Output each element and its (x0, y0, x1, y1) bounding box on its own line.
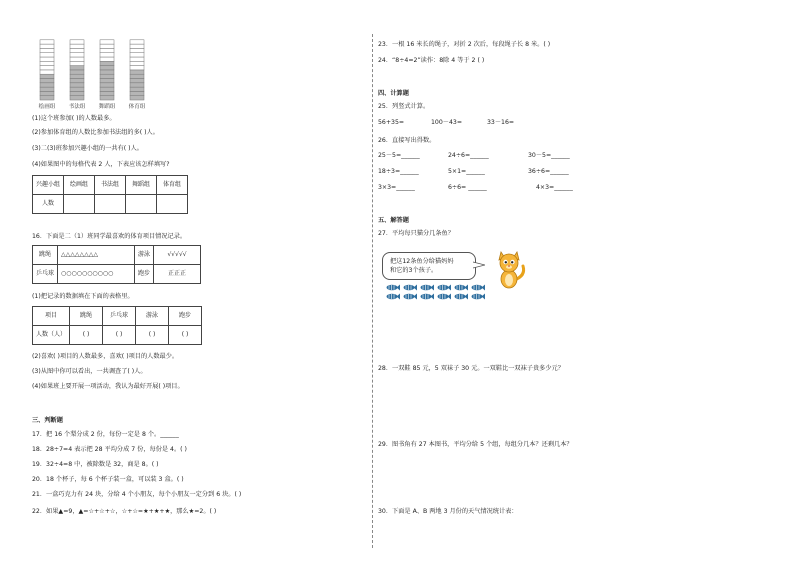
bar-filled-cell (100, 74, 114, 78)
q19: 19．32÷4=8 中，被除数是 32，商是 8。( ) (32, 461, 159, 468)
table-header-cell: 兴趣小组 (33, 176, 64, 195)
bar-empty-cell (130, 44, 144, 48)
bar-empty-cell (100, 53, 114, 57)
record-label: 跳绳 (33, 246, 58, 265)
bar-empty-cell (100, 57, 114, 61)
q15-2: (2)参加体育组的人数比参加书法组的多( )人。 (32, 129, 159, 136)
q15-4: (4)如果图中的每格代表 2 人，下表应该怎样填写? (32, 161, 170, 168)
bar-filled-cell (130, 70, 144, 74)
bar-empty-cell (100, 48, 114, 52)
bar-empty-cell (70, 48, 84, 52)
q24: 24．“8÷4=2”读作：8除 4 等于 2 ( ) (378, 57, 485, 64)
q15-3: (3)二(3)班参加兴趣小组的一共有( )人。 (32, 145, 143, 152)
q17: 17．把 16 个梨分成 2 份，每份一定是 8 个。______ (32, 431, 179, 438)
bar-empty-cell (40, 70, 54, 74)
bar-filled-cell (70, 83, 84, 87)
table-header-cell: 跳绳 (70, 307, 103, 326)
fish-icon (420, 284, 434, 291)
calc25-b: 100－43= (431, 119, 463, 126)
q30: 30．下面是 A、B 两地 3 月份的天气情况统计表： (378, 508, 518, 515)
fish-icon (386, 284, 400, 291)
q18: 18．28÷7=4 表示把 28 平均分成 7 份，每份是 4。( ) (32, 446, 187, 453)
calc26-item: 3×3=______ (378, 184, 415, 191)
bar-empty-cell (130, 66, 144, 70)
q16-3: (3)从图中你可以看出，一共调查了( )人。 (32, 368, 147, 375)
answer-cell[interactable] (64, 195, 95, 214)
bar-filled-cell (40, 83, 54, 87)
bar-empty-cell (70, 40, 84, 44)
table-header-cell: 舞蹈组 (126, 176, 157, 195)
bar-empty-cell (40, 57, 54, 61)
table-header-cell: 跑步 (169, 307, 202, 326)
bar-empty-cell (40, 40, 54, 44)
table-header-cell: 体育组 (157, 176, 188, 195)
record-label: 游泳 (135, 246, 154, 265)
calc25-c: 33－16= (487, 119, 515, 126)
fish-icon (471, 284, 485, 291)
bar-empty-cell (70, 44, 84, 48)
bar-filled-cell (100, 83, 114, 87)
table-header-cell: 游泳 (136, 307, 169, 326)
record-label: 跑步 (135, 265, 154, 284)
bar-empty-cell (100, 40, 114, 44)
bubble-tail-icon (473, 261, 485, 269)
sports-count-table (32, 306, 202, 345)
record-marks: ○○○○○○○○○○ (58, 265, 135, 284)
q16-2: (2)喜欢( )项目的人数最多，喜欢( )项目的人数最少。 (32, 353, 179, 360)
interest-group-table (32, 175, 188, 214)
speech-bubble (382, 252, 476, 280)
record-marks: √√√√√ (154, 246, 201, 265)
calc26-item: 36÷6=______ (528, 168, 569, 175)
table-row-label: 人数 (33, 195, 64, 214)
q16-intro: 16．下面是二（1）班同学最喜欢的体育项目情况记录。 (32, 233, 187, 240)
x-tick-label: 书法组 (68, 104, 86, 110)
bar-filled-cell (130, 91, 144, 95)
calc26-item: 6÷6= ______ (448, 184, 487, 191)
pictograph-chart (32, 36, 162, 111)
q29: 29．图书角有 27 本图书，平均分给 5 个组，每组分几本？还剩几本？ (378, 441, 573, 448)
bar-empty-cell (130, 61, 144, 65)
answer-cell[interactable] (126, 195, 157, 214)
bar-filled-cell (40, 79, 54, 83)
answer-cell[interactable] (95, 195, 126, 214)
q23: 23．一根 16 米长的绳子，对折 2 次后，每段绳子长 8 米。( ) (378, 41, 551, 48)
q21: 21．一盒巧克力有 24 块，分给 4 个小朋友，每个小朋友一定分到 6 块。( ) (32, 491, 242, 498)
fish-group (386, 284, 506, 304)
bar-empty-cell (40, 61, 54, 65)
fish-icon (420, 293, 434, 300)
fish-icon (386, 293, 400, 300)
bar-filled-cell (130, 74, 144, 78)
column-divider (372, 34, 373, 548)
x-tick-label: 舞蹈组 (98, 104, 116, 110)
calc26-item: 30－5=______ (528, 152, 570, 159)
bar-empty-cell (40, 48, 54, 52)
bar-filled-cell (70, 96, 84, 100)
bar-filled-cell (130, 87, 144, 91)
bar-filled-cell (100, 87, 114, 91)
table-row-label: 人数（人） (33, 326, 70, 345)
bar-empty-cell (130, 53, 144, 57)
bar-empty-cell (130, 57, 144, 61)
bar-empty-cell (40, 44, 54, 48)
bar-empty-cell (70, 57, 84, 61)
calc25-a: 56+35= (378, 119, 405, 126)
section-3-title: 三、判断题 (32, 417, 63, 424)
bubble-line-1: 把这12条鱼分给猫妈妈 (390, 258, 454, 265)
fish-icon (437, 293, 451, 300)
answer-cell[interactable]: ( ) (103, 326, 136, 345)
bubble-line-2: 和它的3个孩子。 (390, 267, 438, 274)
calc26-item: 5×1=______ (448, 168, 485, 175)
calc26-item: 25－5=______ (378, 152, 420, 159)
record-marks: △△△△△△△△ (58, 246, 135, 265)
bar-empty-cell (40, 53, 54, 57)
calc26-item: 24÷6=______ (448, 152, 489, 159)
q25: 25．列竖式计算。 (378, 103, 430, 110)
x-tick-label: 体育组 (128, 104, 146, 110)
q28: 28．一双鞋 85 元，5 双袜子 30 元。一双鞋比一双袜子贵多少元？ (378, 365, 564, 372)
record-label: 乒乓球 (33, 265, 58, 284)
bar-empty-cell (100, 44, 114, 48)
calc26-item: 4×3=______ (536, 184, 573, 191)
section-5-title: 五、解答题 (378, 217, 409, 224)
bar-filled-cell (100, 70, 114, 74)
fish-icon (454, 284, 468, 291)
bar-filled-cell (100, 79, 114, 83)
answer-cell[interactable]: ( ) (136, 326, 169, 345)
bar-filled-cell (70, 87, 84, 91)
q20: 20．18 个杯子，每 6 个杯子装一盒，可以装 3 盒。( ) (32, 476, 184, 483)
bar-filled-cell (70, 70, 84, 74)
fish-icon (471, 293, 485, 300)
table-header-cell: 绘画组 (64, 176, 95, 195)
bar-empty-cell (70, 61, 84, 65)
bar-filled-cell (40, 87, 54, 91)
bar-filled-cell (100, 96, 114, 100)
sports-record-table (32, 245, 201, 284)
fish-icon (403, 293, 417, 300)
q16-1: (1)把记录的数据填在下面的表格里。 (32, 293, 134, 300)
q26: 26．直接写出得数。 (378, 137, 436, 144)
answer-cell[interactable]: ( ) (70, 326, 103, 345)
bar-filled-cell (70, 66, 84, 70)
bar-filled-cell (40, 91, 54, 95)
table-header-cell: 项目 (33, 307, 70, 326)
bar-empty-cell (130, 40, 144, 44)
table-header-cell: 乒乓球 (103, 307, 136, 326)
fish-icon (454, 293, 468, 300)
bar-empty-cell (130, 48, 144, 52)
q22: 22．如果▲=9，▲=☆+☆+☆，☆+☆=★+★+★，那么★=2。( ) (32, 508, 217, 515)
bar-filled-cell (100, 61, 114, 65)
q27: 27．平均每只猫分几条鱼？ (378, 230, 454, 237)
fish-icon (403, 284, 417, 291)
bar-empty-cell (40, 66, 54, 70)
bar-filled-cell (130, 83, 144, 87)
answer-cell[interactable]: ( ) (169, 326, 202, 345)
bar-filled-cell (40, 74, 54, 78)
answer-cell[interactable] (157, 195, 188, 214)
calc26-item: 18÷3=______ (378, 168, 419, 175)
bar-filled-cell (40, 96, 54, 100)
q16-4: (4)如果班上要开展一项活动，我认为最好开展( )项目。 (32, 383, 184, 390)
table-header-cell: 书法组 (95, 176, 126, 195)
bar-filled-cell (100, 66, 114, 70)
fish-icon (437, 284, 451, 291)
bar-filled-cell (130, 96, 144, 100)
section-4-title: 四、计算题 (378, 90, 409, 97)
bar-filled-cell (70, 79, 84, 83)
bar-filled-cell (70, 91, 84, 95)
q15-1: (1)这个班参加( )的人数最多。 (32, 115, 116, 122)
x-tick-label: 绘画组 (38, 104, 56, 110)
record-marks: 正正正 (154, 265, 201, 284)
bar-filled-cell (100, 91, 114, 95)
bar-empty-cell (70, 53, 84, 57)
bar-filled-cell (130, 79, 144, 83)
bar-filled-cell (70, 74, 84, 78)
